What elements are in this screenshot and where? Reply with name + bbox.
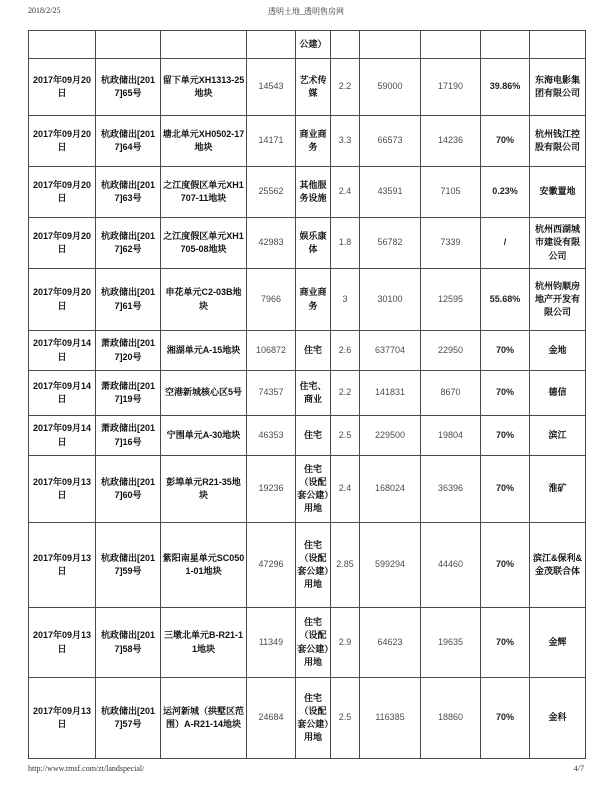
cell-buyer xyxy=(530,31,586,59)
cell-area: 19236 xyxy=(247,456,296,523)
cell-total-price: 59000 xyxy=(360,59,421,116)
cell-doc-no: 杭政储出[2017]61号 xyxy=(96,269,161,331)
cell-buyer: 淮矿 xyxy=(530,456,586,523)
cell-premium-rate: 55.68% xyxy=(481,269,530,331)
cell-total-price: 229500 xyxy=(360,416,421,456)
cell-unit-price: 44460 xyxy=(421,523,481,608)
table-row xyxy=(29,523,586,608)
cell-total-price: 66573 xyxy=(360,116,421,167)
cell-premium-rate: 70% xyxy=(481,608,530,678)
cell-total-price: 141831 xyxy=(360,371,421,416)
footer-page-number: 4/7 xyxy=(573,764,584,773)
footer-url: http://www.tmsf.com/zt/landspecial/ xyxy=(28,764,145,773)
cell-doc-no: 萧政储出[2017]16号 xyxy=(96,416,161,456)
cell-parcel-name: 三墩北单元B-R21-11地块 xyxy=(161,608,247,678)
table-row xyxy=(29,416,586,456)
cell-unit-price: 14236 xyxy=(421,116,481,167)
cell-date: 2017年09月20日 xyxy=(29,269,96,331)
cell-doc-no xyxy=(96,31,161,59)
cell-area: 74357 xyxy=(247,371,296,416)
cell-premium-rate: 70% xyxy=(481,456,530,523)
cell-plot-ratio: 2.5 xyxy=(331,678,360,759)
cell-date: 2017年09月13日 xyxy=(29,456,96,523)
cell-doc-no: 萧政储出[2017]19号 xyxy=(96,371,161,416)
cell-unit-price xyxy=(421,31,481,59)
cell-parcel-name: 运河新城（拱墅区范围）A-R21-14地块 xyxy=(161,678,247,759)
table-row xyxy=(29,371,586,416)
cell-usage: 娱乐康体 xyxy=(296,218,331,269)
cell-area xyxy=(247,31,296,59)
cell-buyer: 东海电影集团有限公司 xyxy=(530,59,586,116)
table-row xyxy=(29,269,586,331)
cell-buyer: 杭州钧顺房地产开发有限公司 xyxy=(530,269,586,331)
cell-doc-no: 杭政储出[2017]65号 xyxy=(96,59,161,116)
cell-buyer: 滨江&保利&金茂联合体 xyxy=(530,523,586,608)
cell-date xyxy=(29,31,96,59)
cell-total-price xyxy=(360,31,421,59)
cell-date: 2017年09月20日 xyxy=(29,218,96,269)
cell-premium-rate: / xyxy=(481,218,530,269)
cell-doc-no: 杭政储出[2017]64号 xyxy=(96,116,161,167)
cell-usage: 住宅 xyxy=(296,331,331,371)
cell-plot-ratio: 3.3 xyxy=(331,116,360,167)
cell-doc-no: 杭政储出[2017]62号 xyxy=(96,218,161,269)
cell-unit-price: 19635 xyxy=(421,608,481,678)
print-header xyxy=(28,6,584,18)
cell-parcel-name: 湘湖单元A-15地块 xyxy=(161,331,247,371)
cell-parcel-name: 留下单元XH1313-25地块 xyxy=(161,59,247,116)
cell-plot-ratio: 2.9 xyxy=(331,608,360,678)
cell-usage: 住宅（设配套公建）用地 xyxy=(296,456,331,523)
cell-premium-rate: 0.23% xyxy=(481,167,530,218)
cell-date: 2017年09月13日 xyxy=(29,678,96,759)
cell-date: 2017年09月14日 xyxy=(29,416,96,456)
cell-plot-ratio: 2.5 xyxy=(331,416,360,456)
cell-date: 2017年09月20日 xyxy=(29,167,96,218)
cell-buyer: 滨江 xyxy=(530,416,586,456)
cell-doc-no: 杭政储出[2017]57号 xyxy=(96,678,161,759)
cell-parcel-name: 彭埠单元R21-35地块 xyxy=(161,456,247,523)
cell-plot-ratio: 2.2 xyxy=(331,371,360,416)
cell-usage: 住宅、商业 xyxy=(296,371,331,416)
cell-usage: 其他服务设施 xyxy=(296,167,331,218)
cell-plot-ratio: 1.8 xyxy=(331,218,360,269)
cell-area: 25562 xyxy=(247,167,296,218)
table-row xyxy=(29,31,586,59)
cell-parcel-name: 申花单元C2-03B地块 xyxy=(161,269,247,331)
cell-buyer: 杭州西湖城市建设有限公司 xyxy=(530,218,586,269)
cell-doc-no: 杭政储出[2017]63号 xyxy=(96,167,161,218)
cell-buyer: 金辉 xyxy=(530,608,586,678)
cell-buyer: 金地 xyxy=(530,331,586,371)
cell-total-price: 116385 xyxy=(360,678,421,759)
cell-parcel-name: 之江度假区单元XH1707-11地块 xyxy=(161,167,247,218)
cell-plot-ratio: 2.85 xyxy=(331,523,360,608)
cell-total-price: 43591 xyxy=(360,167,421,218)
cell-parcel-name: 空港新城核心区5号 xyxy=(161,371,247,416)
cell-area: 106872 xyxy=(247,331,296,371)
land-table-body xyxy=(29,31,586,759)
cell-buyer: 杭州钱江控股有限公司 xyxy=(530,116,586,167)
cell-unit-price: 17190 xyxy=(421,59,481,116)
cell-premium-rate: 39.86% xyxy=(481,59,530,116)
cell-usage: 住宅（设配套公建）用地 xyxy=(296,608,331,678)
cell-plot-ratio xyxy=(331,31,360,59)
cell-date: 2017年09月13日 xyxy=(29,608,96,678)
cell-unit-price: 7105 xyxy=(421,167,481,218)
cell-unit-price: 36396 xyxy=(421,456,481,523)
cell-plot-ratio: 2.2 xyxy=(331,59,360,116)
table-row xyxy=(29,59,586,116)
cell-premium-rate xyxy=(481,31,530,59)
cell-date: 2017年09月20日 xyxy=(29,116,96,167)
cell-total-price: 56782 xyxy=(360,218,421,269)
cell-usage: 住宅 xyxy=(296,416,331,456)
cell-date: 2017年09月13日 xyxy=(29,523,96,608)
cell-parcel-name xyxy=(161,31,247,59)
cell-parcel-name: 紫阳南星单元SC0501-01地块 xyxy=(161,523,247,608)
land-table xyxy=(28,30,586,759)
cell-usage: 商业商务 xyxy=(296,269,331,331)
cell-total-price: 599294 xyxy=(360,523,421,608)
print-footer xyxy=(28,764,584,776)
cell-area: 14543 xyxy=(247,59,296,116)
cell-premium-rate: 70% xyxy=(481,116,530,167)
cell-area: 14171 xyxy=(247,116,296,167)
cell-area: 24684 xyxy=(247,678,296,759)
cell-buyer: 德信 xyxy=(530,371,586,416)
cell-unit-price: 22950 xyxy=(421,331,481,371)
cell-date: 2017年09月14日 xyxy=(29,371,96,416)
table-row xyxy=(29,456,586,523)
cell-area: 11349 xyxy=(247,608,296,678)
table-row xyxy=(29,608,586,678)
cell-buyer: 金科 xyxy=(530,678,586,759)
cell-premium-rate: 70% xyxy=(481,416,530,456)
cell-doc-no: 杭政储出[2017]60号 xyxy=(96,456,161,523)
cell-premium-rate: 70% xyxy=(481,678,530,759)
cell-premium-rate: 70% xyxy=(481,371,530,416)
cell-area: 47296 xyxy=(247,523,296,608)
header-date: 2018/2/25 xyxy=(28,6,61,15)
cell-total-price: 64623 xyxy=(360,608,421,678)
cell-area: 46353 xyxy=(247,416,296,456)
cell-area: 42983 xyxy=(247,218,296,269)
cell-premium-rate: 70% xyxy=(481,331,530,371)
cell-premium-rate: 70% xyxy=(481,523,530,608)
cell-parcel-name: 之江度假区单元XH1705-08地块 xyxy=(161,218,247,269)
cell-usage: 艺术传媒 xyxy=(296,59,331,116)
cell-total-price: 168024 xyxy=(360,456,421,523)
cell-plot-ratio: 2.4 xyxy=(331,167,360,218)
cell-usage: 住宅（设配套公建）用地 xyxy=(296,678,331,759)
cell-parcel-name: 塘北单元XH0502-17地块 xyxy=(161,116,247,167)
cell-unit-price: 18860 xyxy=(421,678,481,759)
cell-usage: 公建） xyxy=(296,31,331,59)
cell-parcel-name: 宁围单元A-30地块 xyxy=(161,416,247,456)
cell-doc-no: 杭政储出[2017]58号 xyxy=(96,608,161,678)
cell-date: 2017年09月14日 xyxy=(29,331,96,371)
cell-unit-price: 19804 xyxy=(421,416,481,456)
header-title: 透明土地_透明售房网 xyxy=(268,7,344,16)
cell-doc-no: 萧政储出[2017]20号 xyxy=(96,331,161,371)
cell-area: 7966 xyxy=(247,269,296,331)
table-row xyxy=(29,116,586,167)
cell-total-price: 30100 xyxy=(360,269,421,331)
cell-plot-ratio: 2.4 xyxy=(331,456,360,523)
cell-usage: 住宅（设配套公建）用地 xyxy=(296,523,331,608)
cell-total-price: 637704 xyxy=(360,331,421,371)
cell-doc-no: 杭政储出[2017]59号 xyxy=(96,523,161,608)
cell-usage: 商业商务 xyxy=(296,116,331,167)
table-row xyxy=(29,218,586,269)
cell-unit-price: 12595 xyxy=(421,269,481,331)
cell-date: 2017年09月20日 xyxy=(29,59,96,116)
cell-unit-price: 7339 xyxy=(421,218,481,269)
cell-unit-price: 8670 xyxy=(421,371,481,416)
cell-plot-ratio: 2.6 xyxy=(331,331,360,371)
table-row xyxy=(29,678,586,759)
cell-buyer: 安徽置地 xyxy=(530,167,586,218)
table-row xyxy=(29,167,586,218)
cell-plot-ratio: 3 xyxy=(331,269,360,331)
table-row xyxy=(29,331,586,371)
